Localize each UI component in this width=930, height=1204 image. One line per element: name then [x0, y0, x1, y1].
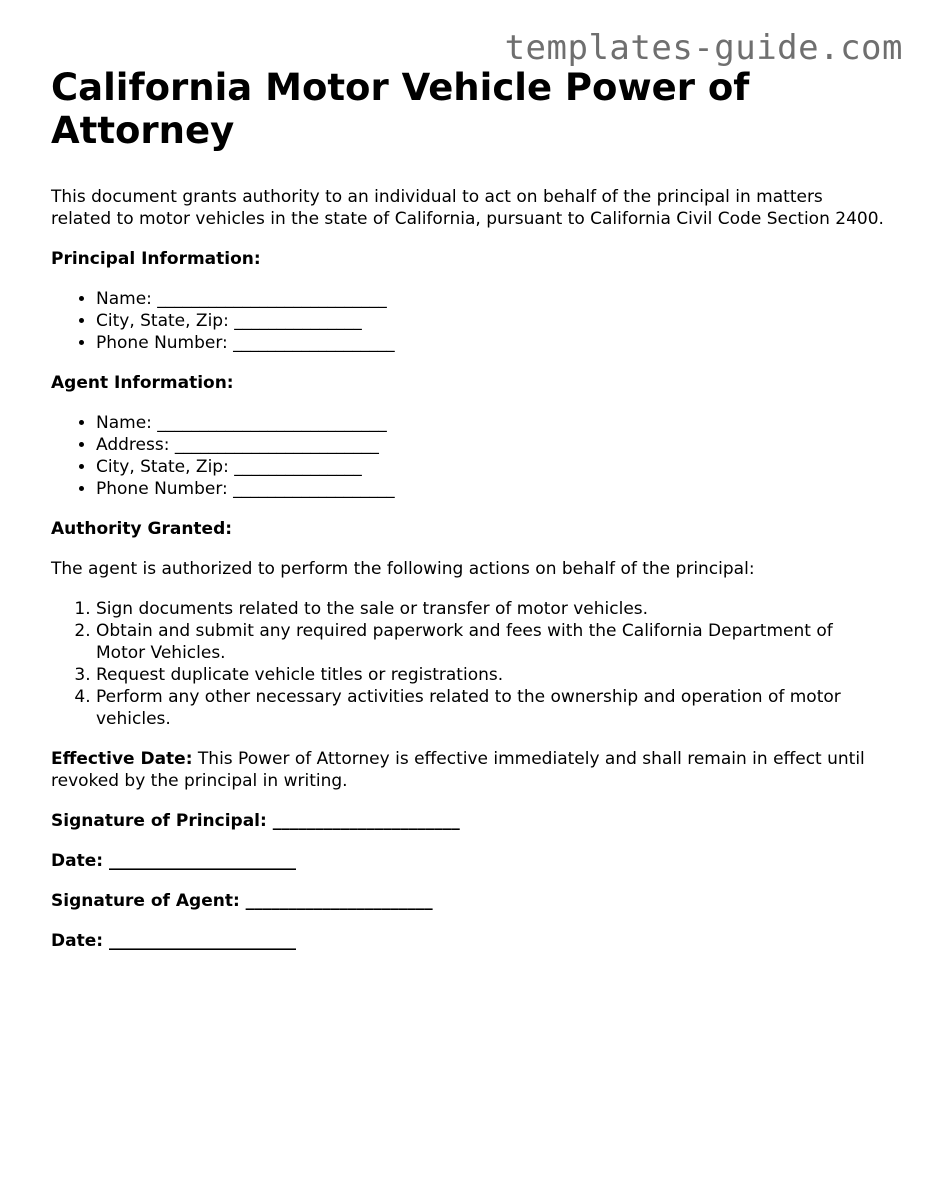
authority-granted-heading: Authority Granted:: [51, 519, 233, 539]
agent-date-label: Date:: [51, 931, 104, 951]
authority-actions-list: [51, 598, 886, 730]
watermark: templates-guide.com: [504, 28, 903, 68]
authority-action-item: 4. Perform any other necessary activities related to the ownership and operation of motor vehicles.: [96, 686, 886, 730]
agent-address-field: • Address: ________________________: [96, 434, 886, 456]
agent-city-state-zip-field: • City, State, Zip: _______________: [96, 456, 886, 478]
agent-phone-field: • Phone Number: ___________________: [96, 478, 886, 500]
principal-date-blank: ______________________: [103, 851, 296, 871]
principal-city-state-zip-field: • City, State, Zip: _______________: [96, 310, 886, 332]
effective-date-text: This Power of Attorney is effective immediately and shall remain in effect until revoked by the principal in writing.: [51, 749, 865, 791]
agent-info-list: [51, 412, 886, 500]
principal-signature-blank: ______________________: [266, 811, 460, 831]
effective-date-paragraph: [51, 748, 886, 792]
agent-info-heading: Agent Information:: [51, 373, 234, 393]
authority-action-item: 3. Request duplicate vehicle titles or registrations.: [96, 664, 886, 686]
authority-intro: The agent is authorized to perform the following actions on behalf of the principal:: [51, 559, 755, 579]
principal-info-list: [51, 288, 886, 354]
principal-date-line: [51, 850, 886, 872]
intro-paragraph: This document grants authority to an individual to act on behalf of the principal in matters related to motor vehicles in the state of California, pursuant to California Civil Code Section 2400.: [51, 187, 884, 229]
principal-phone-field: • Phone Number: ___________________: [96, 332, 886, 354]
document-title: California Motor Vehicle Power of Attorney: [51, 66, 750, 152]
principal-date-label: Date:: [51, 851, 104, 871]
principal-name-field: • Name: ___________________________: [96, 288, 886, 310]
agent-date-line: [51, 930, 886, 952]
authority-action-item: 1. Sign documents related to the sale or transfer of motor vehicles.: [96, 598, 886, 620]
document-page: [51, 66, 886, 952]
agent-signature-line: [51, 890, 886, 912]
agent-signature-blank: ______________________: [239, 891, 433, 911]
agent-name-field: • Name: ___________________________: [96, 412, 886, 434]
effective-date-label: Effective Date:: [51, 749, 193, 769]
principal-info-heading: Principal Information:: [51, 249, 261, 269]
principal-signature-line: [51, 810, 886, 832]
agent-signature-label: Signature of Agent:: [51, 891, 240, 911]
authority-action-item: 2. Obtain and submit any required paperwork and fees with the California Department of Motor Vehicles.: [96, 620, 886, 664]
principal-signature-label: Signature of Principal:: [51, 811, 267, 831]
agent-date-blank: ______________________: [103, 931, 296, 951]
